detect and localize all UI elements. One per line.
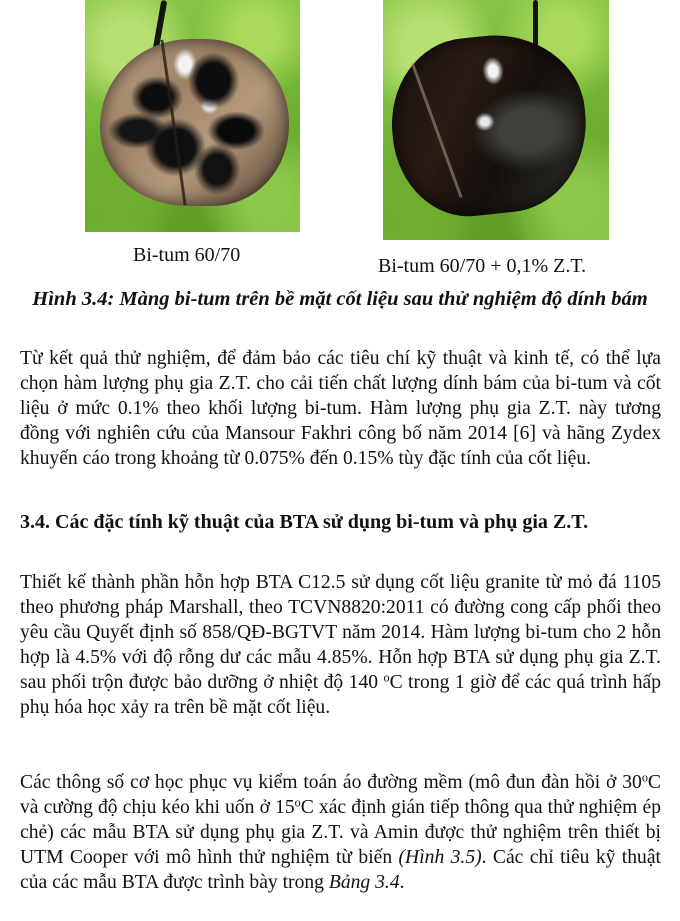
mech-text-4: . Các chỉ tiêu kỹ thuật của các mẫu BTA được trình bày trong — [20, 847, 661, 894]
mech-text-2: C và cường độ chịu kéo khi uốn ở 15 — [20, 772, 661, 819]
mech-text-3: C xác định gián tiếp thông qua thử nghiệm ép chẻ) các mẫu BTA sử dụng phụ gia Z.T. và Amin được thử nghiệm trên thiết bị UTM Cooper với mô hình thử nghiệm từ biến — [20, 797, 661, 869]
figure-caption: Hình 3.4: Màng bi-tum trên bề mặt cốt liệu sau thử nghiệm độ dính bám — [32, 288, 648, 310]
mech-text-1: Các thông số cơ học phục vụ kiểm toán áo đường mềm (mô đun đàn hồi ở 30 — [20, 772, 642, 793]
figure-image-bitumen — [85, 0, 300, 232]
degree-mark: o — [383, 670, 390, 685]
coated-aggregate-stripped — [100, 39, 289, 206]
figure-image-bitumen-zt — [383, 0, 609, 240]
table-reference[interactable]: Bảng 3.4 — [328, 872, 400, 894]
mix-design-text: Thiết kế thành phần hỗn hợp BTA C12.5 sử dụng cốt liệu granite từ mỏ đá 1105 theo phương pháp Marshall, theo TCVN8820:2011 có đường cong cấp phối theo yêu cầu Quyết định số 858/QĐ-BGTVT năm 2014. Hàm lượng bi-tum cho 2 hỗn hợp là 4.5% với độ rỗng dư các mẫu 4.85%. Hỗn hợp BTA sử dụng phụ gia Z.T. sau phối trộn được bảo dưỡng ở nhiệt độ 140 — [20, 572, 661, 694]
image-label-left: Bi-tum 60/70 — [133, 244, 241, 266]
degree-mark: o — [294, 795, 301, 810]
figure-reference[interactable]: (Hình 3.5) — [398, 847, 482, 869]
mech-text-5: . — [399, 872, 405, 894]
section-heading: 3.4. Các đặc tính kỹ thuật của BTA sử dụng bi-tum và phụ gia Z.T. — [20, 511, 589, 533]
degree-mark: o — [641, 770, 648, 785]
paragraph-additive-selection: Từ kết quả thử nghiệm, để đảm bảo các tiêu chí kỹ thuật và kinh tế, có thể lựa chọn hàm lượng phụ gia Z.T. cho cải tiến chất lượng dính bám của bi-tum và cốt liệu ở mức 0.1% theo khối lượng bi-tum. Hàm lượng phụ gia Z.T. này tương đồng với nghiên cứu của Mansour Fakhri công bố năm 2014 [6] và hãng Zydex khuyến cáo trong khoảng từ 0.075% đến 0.15% tùy đặc tính của cốt liệu. — [20, 348, 661, 470]
hanging-wire — [533, 0, 538, 48]
paragraph-mix-design — [20, 570, 661, 721]
mix-design-text-end: C trong 1 giờ để các quá trình hấp phụ hóa học xảy ra trên bề mặt cốt liệu. — [20, 672, 661, 719]
image-label-right: Bi-tum 60/70 + 0,1% Z.T. — [378, 255, 587, 277]
paragraph-mechanical-parameters — [20, 770, 661, 895]
